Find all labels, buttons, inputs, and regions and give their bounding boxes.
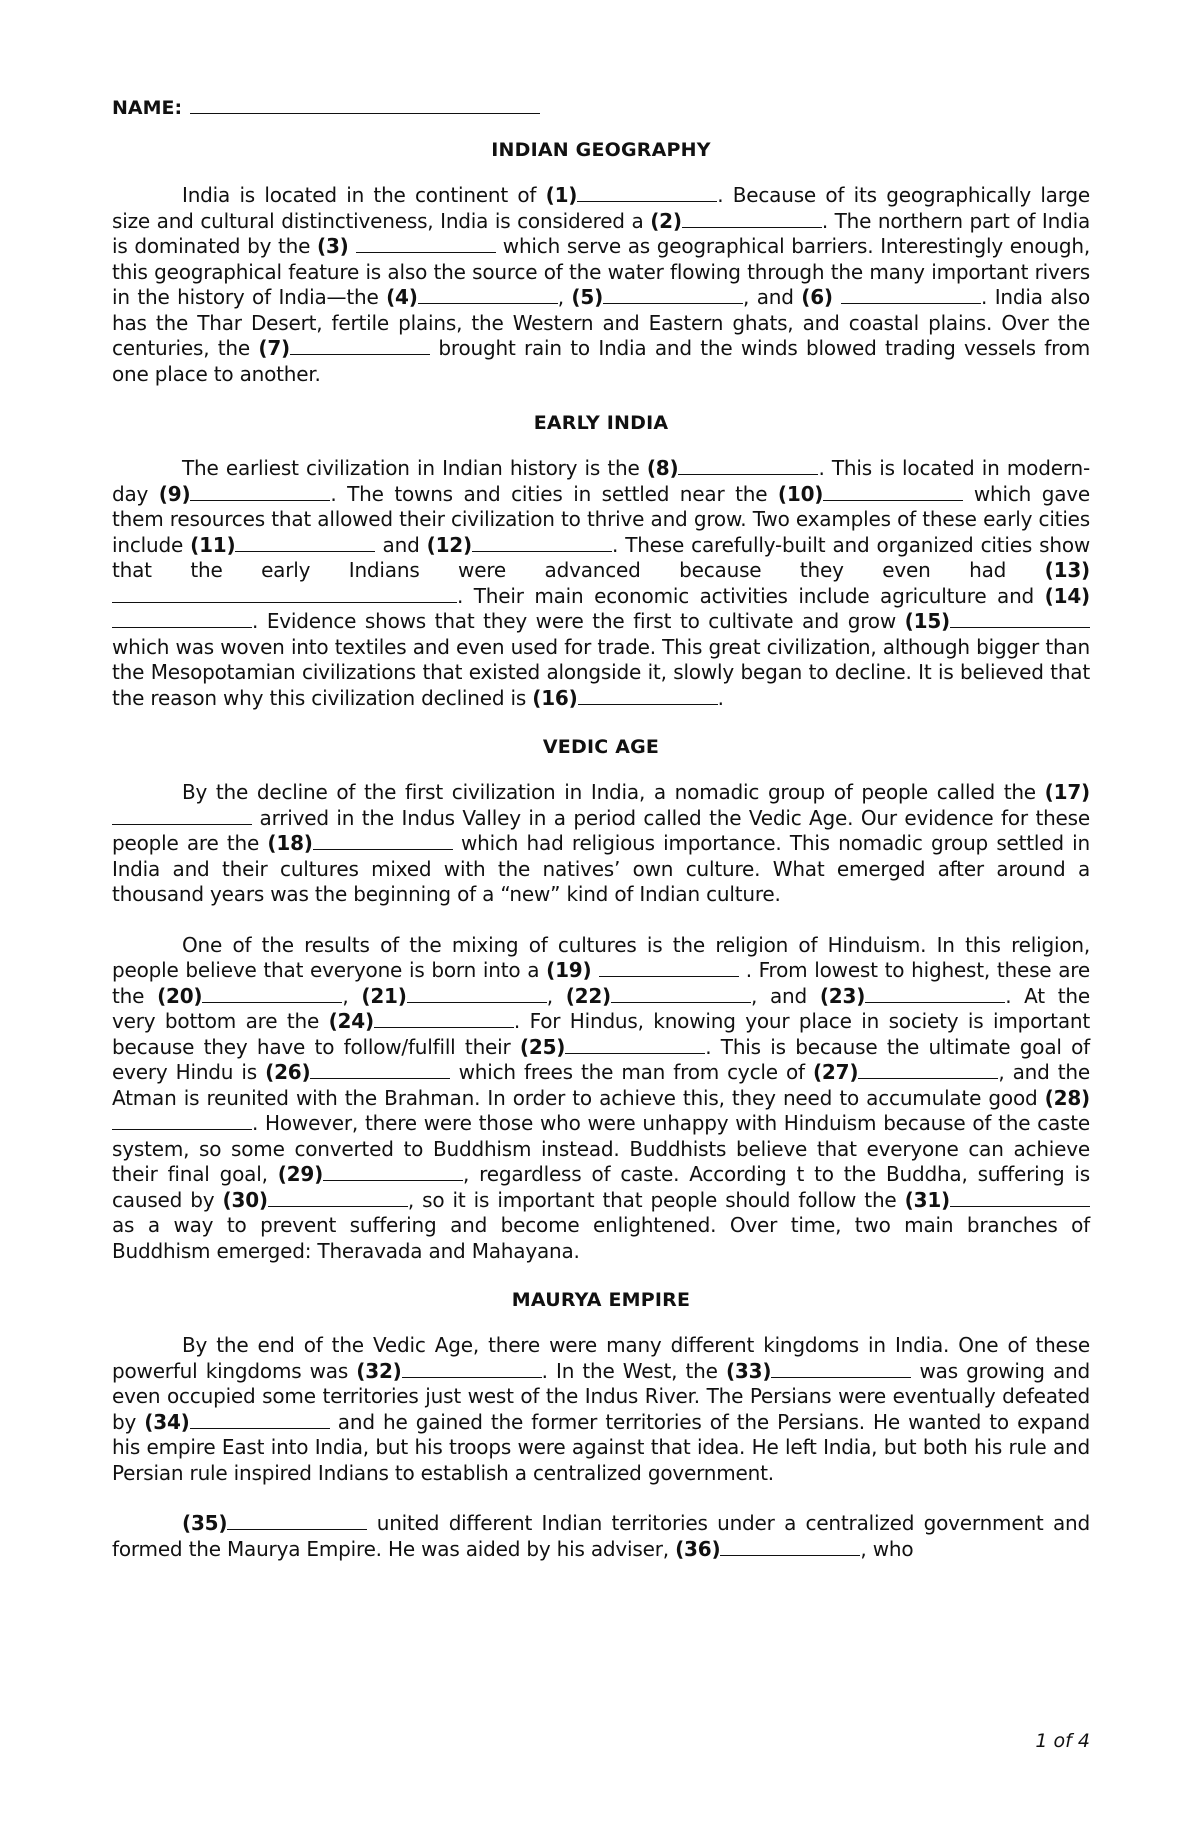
paragraph-text: . These carefully-built and organized cities show that the early Indians were advanced because they even had [112,532,1091,582]
paragraph-text: . This is located in modern-day [112,456,1090,506]
paragraph-text: and he gained the former territories of the Persians. He wanted to expand his empire East into India, but his troops were against that idea. He left India, but both his rule and Persian rule inspired Indians to establish a centralized government. [112,1409,1090,1485]
answer-blank[interactable] [402,1361,542,1378]
answer-blank[interactable] [865,986,1005,1003]
answer-blank[interactable] [407,986,547,1003]
blank-number: (10) [777,481,824,506]
paragraph-text: , regardless of caste. According t to the Buddha, suffering is caused by [112,1162,1090,1212]
answer-blank[interactable] [235,535,375,552]
answer-blank[interactable] [290,338,430,355]
blank-number: (35) [182,1511,228,1535]
paragraph-text: , who [860,1536,914,1561]
paragraph-text: which gave them resources that allowed their civilization to thrive and grow. Two examples of these early cities include [112,481,1090,557]
blank-number: (22) [565,983,612,1008]
paragraph-text: united different Indian territories under a centralized government and formed the Maurya Empire. He was aided by his adviser, [112,1511,1090,1561]
paragraph-text: , so it is important that people should follow the [407,1187,905,1212]
paragraph-text: . However, there were those who were unhappy with Hinduism because of the caste system, so some converted to Buddhism instead. Buddhists believe that everyone can achieve their final goal, [112,1111,1090,1186]
answer-blank[interactable] [599,960,739,977]
blank-number: (17) [1044,780,1090,804]
paragraph-text: , and [743,285,802,309]
answer-blank[interactable] [374,1011,514,1028]
blank-number: (15) [904,609,950,633]
blank-number: (13) [1044,558,1090,582]
blank-number: (3) [317,234,357,258]
paragraph-text: , and the Atman is reunited with the Brahman. In order to achieve this, they need to accumulate good [112,1060,1090,1110]
blank-number: (12) [426,532,472,557]
blank-number: (34) [144,1409,190,1434]
section-title: INDIAN GEOGRAPHY [491,139,711,161]
paragraph-text: . Because of its geographically large size and cultural distinctiveness, India is considered a [112,183,1090,233]
paragraph-text: . Their main economic activities include agriculture and [457,583,1045,608]
blank-number: (7) [258,336,290,360]
blank-number: (26) [265,1060,311,1084]
section-title: MAURYA EMPIRE [511,1289,691,1311]
blank-number: (1) [545,183,578,207]
answer-blank[interactable] [841,287,981,304]
blank-number: (18) [267,831,313,855]
answer-blank[interactable] [950,611,1090,628]
paragraph-text: which serve as geographical barriers. Interestingly enough, this geographical feature is also the source of the water flowing through the many important rivers in the history of India—the [112,234,1090,309]
answer-blank[interactable] [190,1412,330,1429]
answer-blank[interactable] [720,1539,860,1556]
paragraph-text: . In the West, the [541,1358,726,1383]
paragraph-text: By the decline of the first civilization in India, a nomadic group of people called the [182,780,1045,804]
paragraph-text: The earliest civilization in Indian history is the [182,456,647,480]
paragraph-text: . This is because the ultimate goal of every Hindu is [112,1034,1090,1084]
answer-blank[interactable] [578,688,718,705]
blank-number: (5) [571,285,604,309]
paragraph-text: . From lowest to highest, these are the [112,958,1090,1008]
name-row [112,95,1090,119]
paragraph-text: . For Hindus, knowing your place in society is important because they have to follow/fulfill their [112,1009,1091,1059]
answer-blank[interactable] [577,185,717,202]
blank-number: (27) [812,1060,859,1084]
blank-number: (30) [222,1187,268,1212]
blank-number: (31) [904,1187,950,1212]
blank-number: (29) [277,1162,324,1186]
blank-number: (25) [519,1034,566,1059]
section-paragraph [112,183,1090,387]
blank-number: (28) [1044,1085,1090,1110]
blank-number: (14) [1044,583,1090,608]
answer-blank[interactable] [418,287,558,304]
paragraph-text: , [557,285,572,309]
answer-blank[interactable] [678,458,818,475]
answer-blank[interactable] [682,211,822,228]
section-paragraph [112,1333,1090,1486]
paragraph-text: , and [751,983,820,1008]
section-paragraph [112,780,1090,908]
blank-number: (6) [801,285,842,309]
blank-number: (19) [546,958,599,982]
paragraph-text: , [342,983,362,1008]
paragraph-text: arrived in the Indus Valley in a period called the Vedic Age. Our evidence for these people are the [112,805,1090,855]
blank-number: (9) [158,481,191,506]
answer-blank[interactable] [472,535,612,552]
blank-number: (21) [361,983,407,1008]
answer-blank[interactable] [823,484,963,501]
blank-number: (4) [386,285,418,309]
answer-blank[interactable] [611,986,751,1003]
paragraph-text: . At the very bottom are the [112,983,1090,1033]
answer-blank[interactable] [112,1113,252,1130]
blank-number: (11) [190,532,236,557]
paragraph-text: which had religious importance. This nomadic group settled in India and their cultures mixed with the natives’ own culture. What emerged after around a thousand years was the beginning of a “new” kind of Indian culture. [112,831,1090,906]
answer-blank[interactable] [310,1062,450,1079]
paragraph-text: By the end of the Vedic Age, there were many different kingdoms in India. One of these powerful kingdoms was [112,1333,1090,1383]
answer-blank[interactable] [323,1164,463,1181]
blank-number: (24) [328,1009,374,1033]
worksheet-sections [112,139,1090,1562]
answer-blank[interactable] [950,1190,1090,1207]
blank-number: (23) [819,983,866,1008]
answer-blank[interactable] [112,586,457,603]
answer-blank[interactable] [771,1361,911,1378]
paragraph-text: India is located in the continent of [182,183,546,207]
paragraph-text: and [375,532,427,557]
paragraph-text: . The northern part of India is dominated by the [112,208,1090,258]
answer-blank[interactable] [227,1513,367,1530]
blank-number: (33) [725,1358,772,1383]
answer-blank[interactable] [356,236,496,253]
paragraph-text: which frees the man from cycle of [450,1060,813,1084]
blank-number: (32) [356,1358,402,1383]
answer-blank[interactable] [112,808,252,825]
paragraph-text: One of the results of the mixing of cultures is the religion of Hinduism. In this religion, people believe that everyone is born into a [112,932,1090,982]
section-paragraph [112,1511,1090,1562]
answer-blank[interactable] [603,287,743,304]
answer-blank[interactable] [313,833,453,850]
answer-blank[interactable] [268,1190,408,1207]
answer-blank[interactable] [202,986,342,1003]
section-paragraph [112,456,1090,711]
blank-number: (8) [646,456,679,480]
name-label: NAME: [112,97,183,119]
blank-number: (2) [650,208,682,233]
paragraph-text: . The towns and cities in settled near the [330,481,778,506]
paragraph-text: , [546,983,566,1008]
answer-blank[interactable] [565,1037,705,1054]
answer-blank[interactable] [112,611,252,628]
paragraph-text: . Evidence shows that they were the first to cultivate and grow [252,609,905,633]
section-title: VEDIC AGE [542,736,660,758]
answer-blank[interactable] [858,1062,998,1079]
name-blank[interactable] [190,95,540,114]
paragraph-text: . India also has the Thar Desert, fertile plains, the Western and Eastern ghats, and coastal plains. Over the centuries, the [112,285,1090,360]
paragraph-text: was growing and even occupied some territories just west of the Indus River. The Persians were eventually defeated by [112,1358,1090,1434]
paragraph-text: as a way to prevent suffering and become enlightened. Over time, two main branches of Buddhism emerged: Theravada and Mahayana. [112,1213,1090,1263]
section-paragraph [112,933,1090,1265]
worksheet-page [112,95,1090,1587]
section-title: EARLY INDIA [533,412,669,434]
blank-number: (20) [157,983,203,1008]
paragraph-text: brought rain to India and the winds blowed trading vessels from one place to another. [112,336,1090,386]
blank-number: (36) [675,1536,721,1561]
paragraph-text: . [717,685,724,710]
page-number: 1 of 4 [1035,1730,1090,1752]
paragraph-text: which was woven into textiles and even used for trade. This great civilization, although bigger than the Mesopotamian civilizations that existed alongside it, slowly began to decline. It is believed that the reason why this civilization declined is [112,634,1090,710]
answer-blank[interactable] [190,484,330,501]
blank-number: (16) [532,685,578,710]
